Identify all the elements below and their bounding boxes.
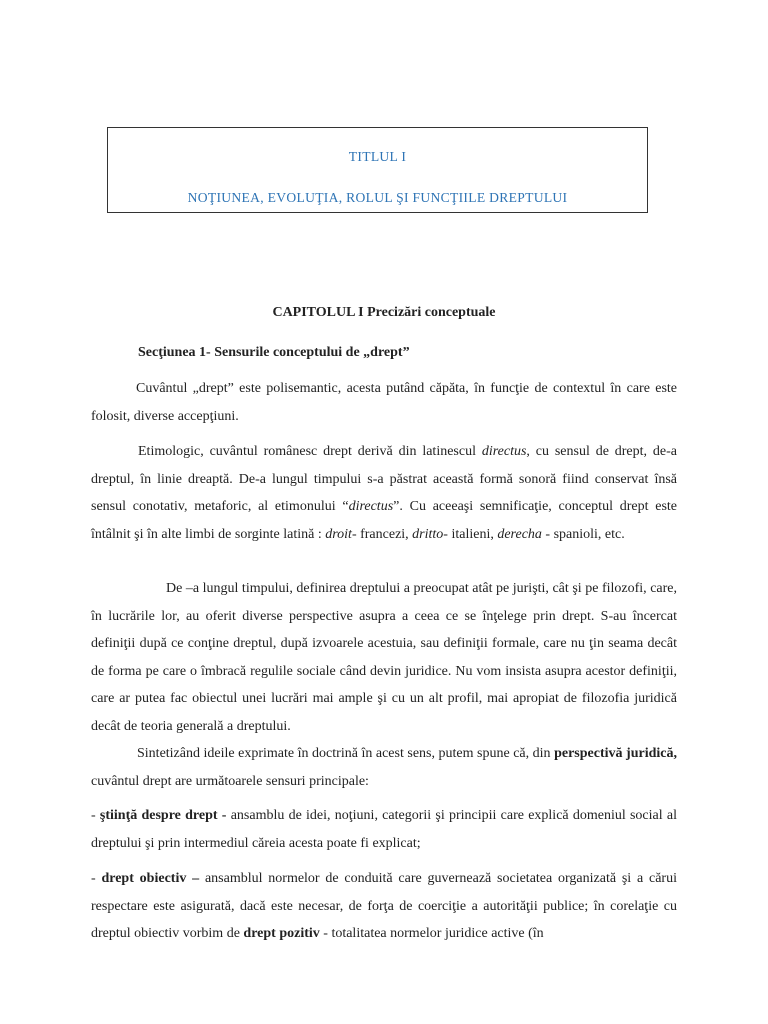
p2-text-b: , cu sensul de drept, de-a dreptul, în linie dreaptă. De-a lungul timpului s-a păstrat această formă sonoră fiind conservat însă sensul conotativ, metaforic, al etimonului “ (91, 444, 677, 514)
p2-italic-derecha: derecha (497, 526, 542, 542)
p6-text-b: - totalitatea normelor juridice active (în (319, 926, 544, 941)
p2-text-a: Etimologic, cuvântul românesc drept derivă din latinescul (138, 444, 482, 459)
title-line-1: TITLUL I (348, 149, 407, 164)
p2-text-f: - spanioli, etc. (541, 526, 625, 542)
p2-italic-directus: directus (481, 444, 527, 459)
p2-text-c: ”. Cu aceeaşi semnificaţie, conceptul drept este întâlnit şi în alte limbi de sorginte latină : (91, 499, 677, 542)
paragraph-5 (91, 802, 677, 857)
chapter-heading: CAPITOLUL I Precizări conceptuale (272, 305, 496, 320)
p5-dash: - (91, 808, 100, 823)
section-heading: Secţiunea 1- Sensurile conceptului de „drept” (138, 345, 410, 360)
p2-text-d: - francezi, (351, 526, 413, 542)
paragraph-3 (91, 575, 677, 740)
p2-text-e: - italieni, (443, 526, 498, 542)
p2-italic-directus-2: directus (348, 499, 394, 514)
paragraph-6 (91, 865, 677, 948)
p4-text-b: cuvântul drept are următoarele sensuri principale: (91, 773, 369, 789)
p4-bold-perspectiva: perspectivă juridică, (554, 746, 677, 761)
p5-bold-term: ştiinţă despre drept - (99, 808, 227, 823)
paragraph-2 (91, 438, 677, 548)
paragraph-1 (91, 375, 677, 430)
p4-text-a: Sintetizând ideile exprimate în doctrină în acest sens, putem spune că, din (137, 746, 555, 761)
paragraph-3-text: De –a lungul timpului, definirea dreptului a preocupat atât pe jurişti, cât şi pe filozofi, care, în lucrările lor, au oferit diverse perspective asupra a ceea ce se înţelege prin drept. S-au încercat definiţii după ce conţine dreptul, după izvoarele acestuia, sau definiţii formale, care nu ţin seama decât de forma pe care o îmbracă regulile sociale când devin juridice. Nu vom insista asupra acestor definiţii, care ar putea fac obiectul unei lucrări mai ample şi cu un alt profil, mai apropiat de filozofia juridică decât de teoria generală a dreptului. (91, 581, 677, 734)
title-line-2: NOŢIUNEA, EVOLUŢIA, ROLUL ŞI FUNCŢIILE DREPTULUI (187, 190, 568, 205)
title-box (107, 127, 648, 213)
p6-bold-term: drept obiectiv – (101, 871, 200, 886)
p2-italic-dritto: dritto (412, 526, 444, 542)
p6-bold-drept-pozitiv: drept pozitiv (243, 926, 320, 941)
p6-text-a: ansamblul normelor de conduită care guvernează societatea organizată şi a cărui respectare este asigurată, dacă este necesar, de forţa de coerciţie a autorităţii publice; în corelaţie cu dreptul obiectiv vorbim de (91, 871, 677, 941)
p5-text: ansamblu de idei, noţiuni, categorii şi principii care explică domeniul social al dreptului şi prin intermediul căreia acesta poate fi explicat; (91, 808, 677, 851)
paragraph-1-text: Cuvântul „drept” este polisemantic, acesta putând căpăta, în funcţie de contextul în care este folosit, diverse accepţiuni. (91, 381, 677, 424)
p6-dash: - (91, 871, 102, 886)
paragraph-4 (91, 740, 677, 795)
p2-italic-droit: droit (325, 526, 352, 542)
